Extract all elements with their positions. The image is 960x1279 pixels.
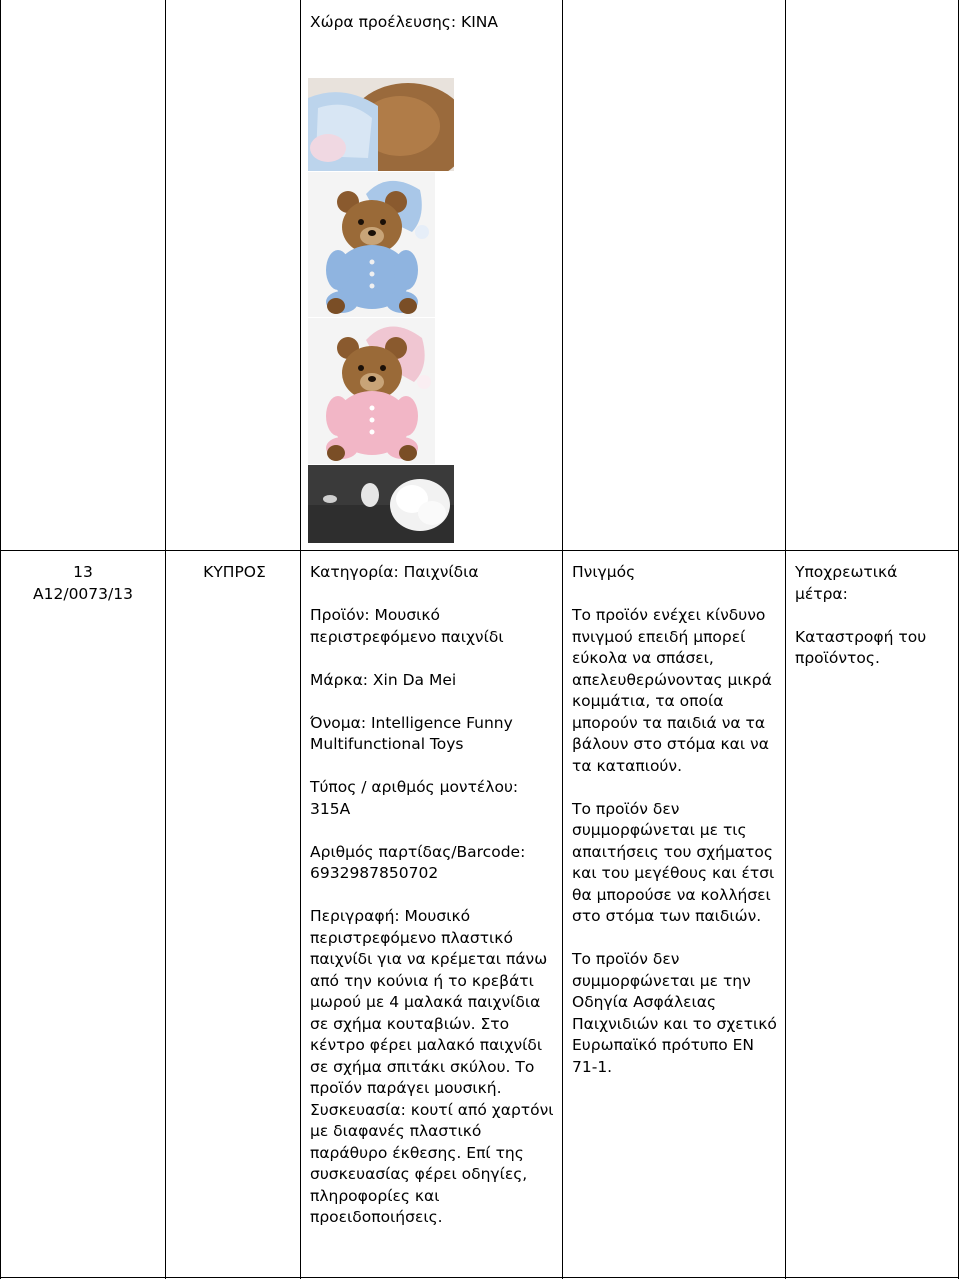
table-border-col1 <box>165 0 166 1279</box>
product-name: Όνομα: Intelligence Funny Multifunctional Toys <box>310 713 513 753</box>
product-details-cell <box>310 562 555 1229</box>
table-border-col3 <box>562 0 563 1279</box>
noncompliance-shape-size: Το προϊόν δεν συμμορφώνεται με τις απαιτήσεις του σχήματος και του μεγέθους και έτσι θα μπορούσε να κολλήσει στο στόμα των παιδιών. <box>572 799 775 925</box>
table-border-right <box>958 0 959 1279</box>
entry-number-cell <box>8 562 158 605</box>
product-model: Τύπος / αριθμός μοντέλου: 315A <box>310 778 519 818</box>
table-border-col2 <box>300 0 301 1279</box>
entry-reference: A12/0073/13 <box>33 584 133 603</box>
risk-description: Το προϊόν ενέχει κίνδυνο πνιγμού επειδή μπορεί εύκολα να σπάσει, απελευθερώνοντας μικρά κομμάτια, τα οποία μπορούν τα παιδιά να τα βάλουν στο στόμα και να τα καταπιούν. <box>572 606 772 775</box>
table-border-bottom <box>0 1277 959 1278</box>
teddy-bear-closeup-photo <box>308 78 454 171</box>
origin-country: Χώρα προέλευσης: ΚΙΝΑ <box>310 13 498 31</box>
table-border-left <box>0 0 1 1279</box>
measures-cell <box>795 562 953 670</box>
table-border-col4 <box>785 0 786 1279</box>
product-description: Περιγραφή: Μουσικό περιστρεφόμενο πλαστικό παιχνίδι για να κρέμεται πάνω από την κούνια ή το κρεβάτι μωρού με 4 μαλακά παιχνίδια σε σχήμα κουταβιών. Στο κέντρο φέρει μαλακό παιχνίδι σε σχήμα σπιτάκι σκύλου. Το προϊόν παράγει μουσική. Συσκευασία: κουτί από χαρτόνι με διαφανές πλαστικό παράθυρο έκθεσης. Επί της συσκευασίας φέρει οδηγίες, πληροφορίες και προειδοποιήσεις. <box>310 907 554 1226</box>
product-barcode: Αριθμός παρτίδας/Barcode: 6932987850702 <box>310 842 526 882</box>
entry-country: ΚΥΠΡΟΣ <box>203 563 266 581</box>
product-category: Κατηγορία: Παιχνίδια <box>310 563 479 581</box>
row-divider <box>0 550 959 551</box>
product-type: Προϊόν: Μουσικό περιστρεφόμενο παιχνίδι <box>310 606 504 646</box>
risk-details-cell <box>572 562 779 1078</box>
measures-label: Υποχρεωτικά μέτρα: <box>795 563 898 603</box>
entry-number: 13 <box>73 563 93 581</box>
pink-pyjama-teddy-bear-photo <box>308 318 435 464</box>
measures-value: Καταστροφή του προϊόντος. <box>795 627 927 667</box>
blue-pyjama-teddy-bear-photo <box>308 172 435 317</box>
product-brand: Μάρκα: Xin Da Mei <box>310 670 457 689</box>
risk-type: Πνιγμός <box>572 563 636 581</box>
noncompliance-directive: Το προϊόν δεν συμμορφώνεται με την Οδηγία Ασφάλειας Παιχνιδιών και το σχετικό Ευρωπαϊκό πρότυπο ΕΝ 71-1. <box>572 950 777 1076</box>
cotton-stuffing-photo <box>308 465 454 543</box>
